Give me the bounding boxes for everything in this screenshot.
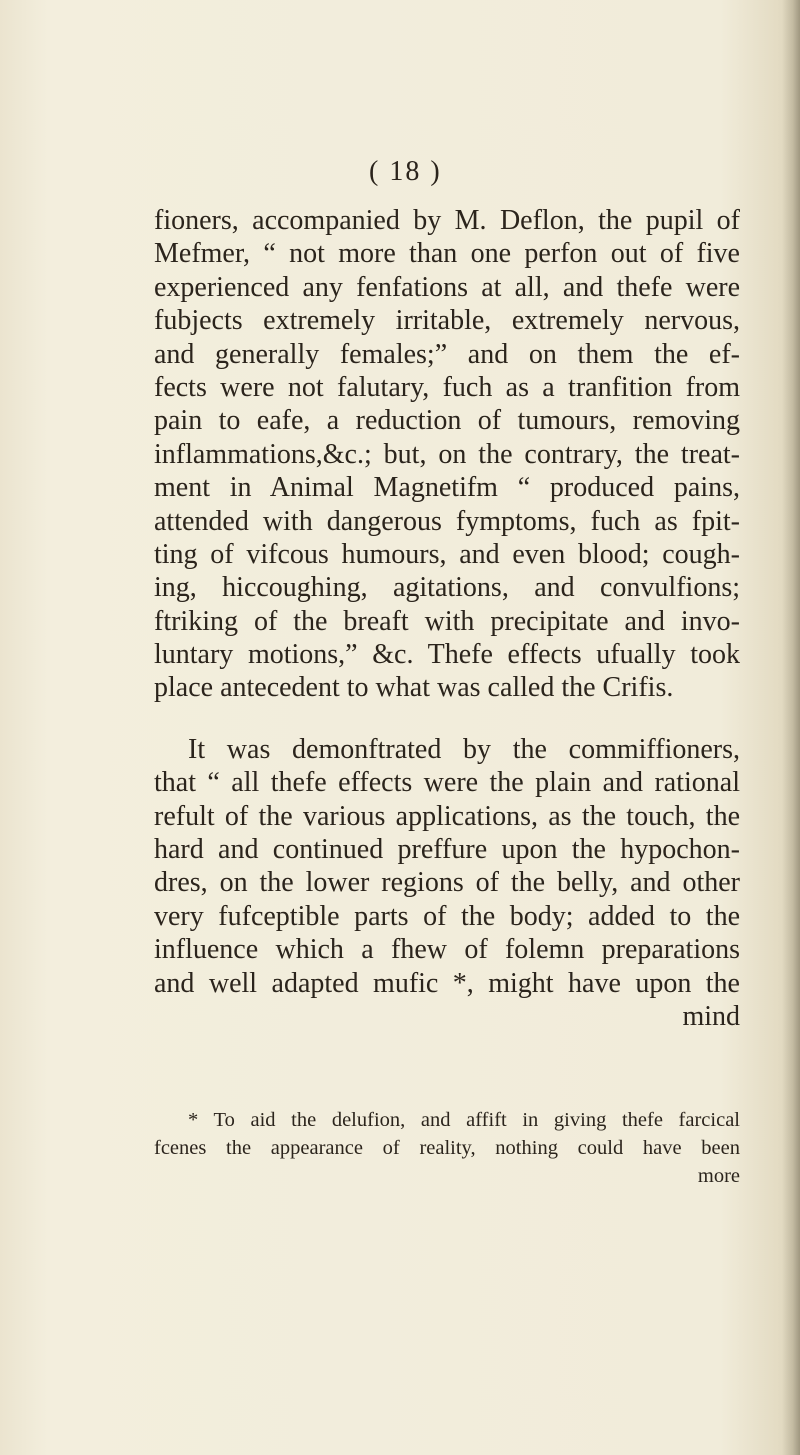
text-line: luntary motions,” &c. Thefe effects ufually took: [154, 639, 740, 671]
footnote-catchword: more: [697, 1165, 740, 1187]
text-line: that “ all thefe effects were the plain and rational: [154, 767, 740, 799]
text-line: fioners, accompanied by M. Deflon, the pupil of: [154, 205, 740, 236]
body-text: [154, 204, 740, 1033]
text-line: It was demonftrated by the commiffioners,: [188, 733, 740, 765]
footnote-line: * To aid the delufion, and affift in giving thefe farcical: [188, 1109, 740, 1131]
text-line: ing, hiccoughing, agitations, and convulfions;: [154, 572, 740, 604]
text-line: dres, on the lower regions of the belly, and other: [154, 867, 740, 899]
text-line: Mefmer, “ not more than one perfon out of five: [154, 238, 740, 270]
page-edge-shadow: [782, 0, 800, 1455]
paragraph-gap: [154, 705, 740, 733]
footnote: [154, 1106, 740, 1190]
text-line: fubjects extremely irritable, extremely nervous,: [154, 305, 740, 337]
text-line: place antecedent to what was called the Crifis.: [154, 672, 674, 704]
catchword: mind: [682, 1000, 740, 1032]
footnote-line: fcenes the appearance of reality, nothing could have been: [154, 1137, 740, 1159]
text-line: ment in Animal Magnetifm “ produced pains,: [154, 472, 740, 504]
text-line: refult of the various applications, as the touch, the: [154, 800, 740, 832]
text-line: and generally females;” and on them the ef-: [154, 338, 740, 370]
text-line: hard and continued preffure upon the hypochon-: [154, 834, 740, 866]
text-line: attended with dangerous fymptoms, fuch as fpit-: [154, 505, 740, 537]
text-line: ftriking of the breaft with precipitate and invo-: [154, 605, 740, 637]
text-line: influence which a fhew of folemn preparations: [154, 934, 740, 966]
text-line: pain to eafe, a reduction of tumours, removing: [154, 405, 740, 437]
page-number: ( 18 ): [369, 156, 442, 187]
text-line: inflammations,&c.; but, on the contrary, the treat-: [154, 438, 740, 470]
text-line: experienced any fenfations at all, and thefe were: [154, 271, 740, 303]
text-line: ting of vifcous humours, and even blood; cough-: [154, 538, 740, 570]
text-line: fects were not falutary, fuch as a tranfition from: [154, 371, 740, 403]
text-line: very fufceptible parts of the body; added to the: [154, 900, 740, 932]
text-line: and well adapted mufic *, might have upon the: [154, 967, 740, 999]
